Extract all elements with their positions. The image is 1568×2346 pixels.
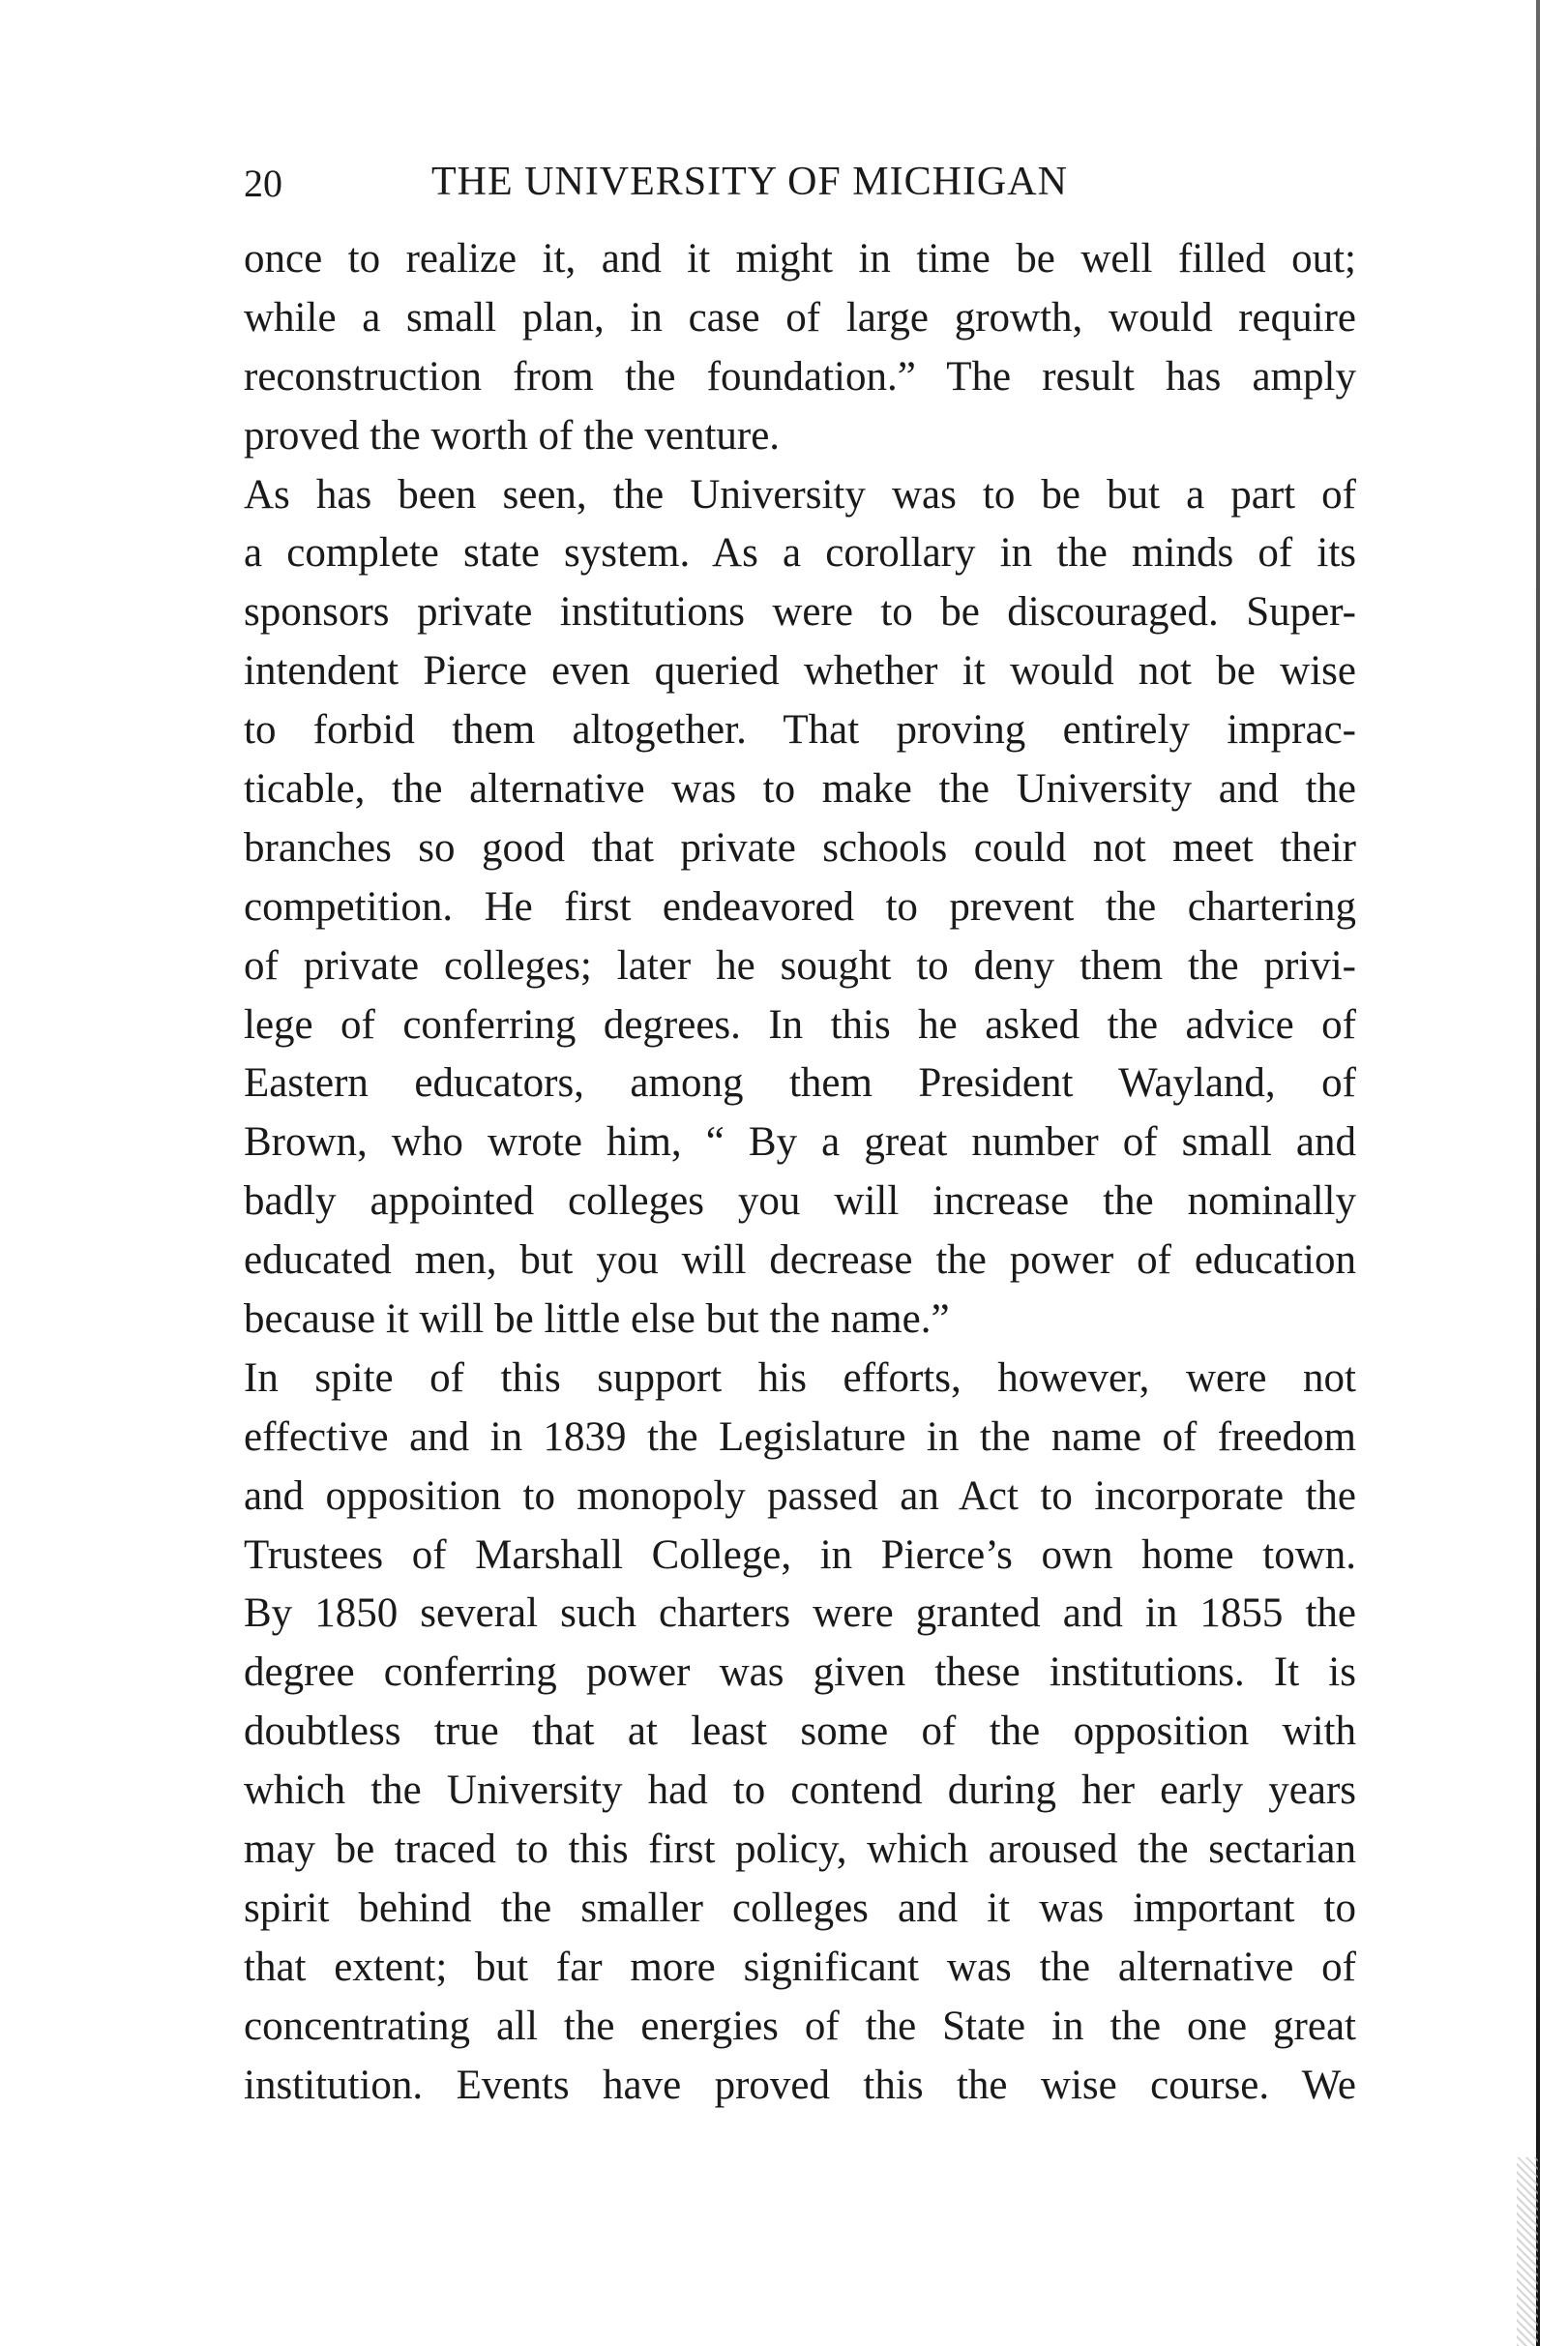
text-line: concentrating all the energies of the State in the one great [244, 2003, 1356, 2049]
text-line: educated men, but you will decrease the power of education [244, 1237, 1356, 1284]
text-line: badly appointed colleges you will increase the nominally [244, 1178, 1356, 1225]
text-line: of private colleges; later he sought to deny them the privi- [244, 942, 1356, 989]
text-line: that extent; but far more significant was the alternative of [244, 1944, 1356, 1990]
text-line: degree conferring power was given these institutions. It is [244, 1649, 1356, 1696]
page-edge-texture [1517, 2157, 1538, 2346]
running-head: THE UNIVERSITY OF MICHIGAN [431, 160, 1068, 204]
text-line: In spite of this support his efforts, however, were not [244, 1354, 1356, 1401]
text-line: institution. Events have proved this the wise course. We [244, 2062, 1356, 2108]
body-text [244, 230, 1356, 2116]
page-number: 20 [244, 162, 282, 205]
text-line: By 1850 several such charters were granted and in 1855 the [244, 1590, 1356, 1637]
text-line: reconstruction from the foundation.” The result has amply [244, 353, 1356, 400]
text-line: once to realize it, and it might in time be well filled out; [244, 236, 1356, 282]
text-line: Eastern educators, among them President Wayland, of [244, 1060, 1356, 1107]
text-line: competition. He first endeavored to prevent the chartering [244, 883, 1356, 930]
page-edge-shadow [1536, 0, 1540, 2346]
text-line: intendent Pierce even queried whether it would not be wise [244, 648, 1356, 695]
text-line: lege of conferring degrees. In this he asked the advice of [244, 1001, 1356, 1048]
text-line: effective and in 1839 the Legislature in the name of freedom [244, 1413, 1356, 1460]
text-line: Brown, who wrote him, “ By a great number of small and [244, 1119, 1356, 1166]
text-line: may be traced to this first policy, which aroused the sectarian [244, 1826, 1356, 1873]
text-line: As has been seen, the University was to be but a part of [244, 471, 1356, 518]
text-line: because it will be little else but the name.” [244, 1296, 950, 1343]
text-line: branches so good that private schools could not meet their [244, 824, 1356, 871]
text-line: a complete state system. As a corollary in the minds of its [244, 530, 1356, 577]
text-line: and opposition to monopoly passed an Act to incorporate the [244, 1472, 1356, 1519]
text-line: proved the worth of the venture. [244, 412, 781, 459]
text-line: sponsors private institutions were to be discouraged. Super- [244, 589, 1356, 636]
text-line: doubtless true that at least some of the opposition with [244, 1708, 1356, 1755]
text-line: to forbid them altogether. That proving entirely imprac- [244, 707, 1356, 754]
text-line: while a small plan, in case of large growth, would require [244, 294, 1356, 341]
text-line: Trustees of Marshall College, in Pierce’s own home town. [244, 1531, 1356, 1578]
text-line: spirit behind the smaller colleges and it was important to [244, 1885, 1356, 1931]
text-line: ticable, the alternative was to make the University and the [244, 766, 1356, 813]
text-line: which the University had to contend during her early years [244, 1767, 1356, 1814]
